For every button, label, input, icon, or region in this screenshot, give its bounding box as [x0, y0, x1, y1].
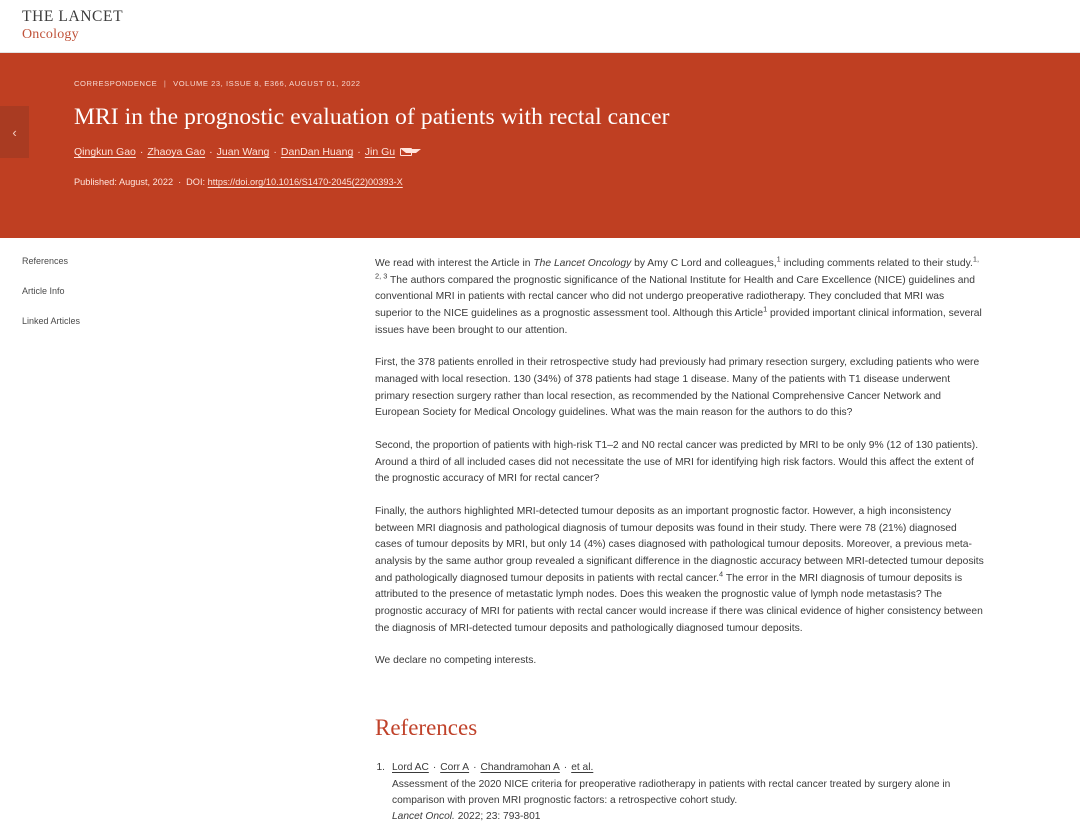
reference-author-separator: ·: [563, 762, 568, 774]
reference-body: [392, 760, 984, 825]
author-separator: ·: [139, 146, 144, 159]
author-link[interactable]: DanDan Huang: [280, 146, 354, 159]
article-paragraph: [375, 653, 984, 670]
reference-author-link[interactable]: Chandramohan A: [480, 762, 560, 774]
paragraph-text: Second, the proportion of patients with high-risk T1–2 and N0 rectal cancer was predicted by MRI to be only 9% (12 of 130 patients). Around a third of all included cases did not necessitate the use of MRI for identifying high risk factors. Would this affect the extent of the prognostic accuracy of MRI for rectal cancer?: [375, 440, 979, 485]
article-type-label: CORRESPONDENCE: [74, 79, 158, 88]
reference-author-separator: ·: [432, 762, 437, 774]
italic-text: The Lancet Oncology: [533, 258, 632, 269]
page-title: MRI in the prognostic evaluation of patients with rectal cancer: [74, 104, 670, 130]
hero-content: [0, 53, 760, 187]
brand-subtitle[interactable]: Oncology: [22, 27, 79, 42]
author-link[interactable]: Qingkun Gao: [74, 146, 136, 159]
doi-label: DOI:: [186, 177, 206, 188]
citation-superscript[interactable]: 1: [763, 304, 768, 314]
reference-citation-detail: 2022; 23: 793-801: [454, 811, 541, 823]
article-paragraph: [375, 355, 984, 422]
article-kicker: [74, 79, 760, 88]
reference-author-link[interactable]: Lord AC: [392, 762, 429, 774]
list-item: [375, 760, 984, 825]
paragraph-text: Finally, the authors highlighted MRI-detected tumour deposits as an important prognostic factor. However, a high inconsistency between MRI diagnosis and pathological diagnosis of tumour deposits was found in their study. There were 78 (21%) diagnosed cases of tumour deposits by MRI, but only 14 (4%) cases diagnosed with pathological tumour deposits. Moreover, a previous meta-analysis by the same author group revealed a significant difference in the diagnostic accuracy between MRI-detected tumour deposits and pathologically diagnosed tumour deposits in patients with rectal cancer.: [375, 506, 984, 584]
article-paragraph: [375, 256, 984, 339]
sidebar-item-article-info[interactable]: Article Info: [22, 286, 65, 296]
article-section-nav: [0, 256, 375, 826]
author-link[interactable]: Juan Wang: [216, 146, 270, 159]
paragraph-text: by Amy C Lord and colleagues,: [631, 258, 777, 269]
pubinfo-separator: ·: [178, 177, 182, 188]
publication-info: [74, 177, 760, 187]
paragraph-text: First, the 378 patients enrolled in their retrospective study had previously had primary resection surgery, excluding patients who were managed with local resection. 130 (34%) of 378 patients had stage 1 disease. Many of the patients with T1 disease underwent primary resection surgery rather than local resection, as recommended by the National Comprehensive Cancer Network and European Society for Medical Oncology guidelines. What was the main reason for the authors to do this?: [375, 357, 980, 419]
reference-citation: [392, 809, 984, 825]
doi-link[interactable]: https://doi.org/10.1016/S1470-2045(22)00393-X: [207, 177, 403, 188]
references-heading: References: [375, 715, 478, 741]
paragraph-text: We read with interest the Article in: [375, 258, 534, 269]
site-masthead: [0, 0, 1080, 53]
article-main-text: [375, 256, 1080, 826]
published-date-label: Published: August, 2022: [74, 177, 174, 188]
citation-superscript[interactable]: 1, 2, 3: [375, 254, 980, 281]
reference-author-separator: ·: [473, 762, 477, 774]
author-separator: ·: [209, 146, 213, 159]
paragraph-text: The error in the MRI diagnosis of tumour deposits is attributed to the presence of metastatic lymph nodes. Does this weaken the prognostic value of lymph node metastasis? The prognostic accuracy of MRI for patients with rectal cancer would increase if there was clinical evidence of higher consistency between the diagnosis of MRI-detected tumour deposits and pathologically diagnosed tumour deposits.: [375, 572, 983, 634]
citation-superscript[interactable]: 4: [719, 569, 724, 579]
author-link[interactable]: Jin Gu: [364, 146, 396, 159]
sidebar-item-references[interactable]: References: [22, 256, 69, 266]
author-separator: ·: [357, 146, 361, 159]
article-paragraph: [375, 438, 984, 488]
article-paragraph: [375, 504, 984, 637]
reference-author-link[interactable]: et al.: [571, 762, 594, 774]
author-list: [74, 146, 760, 158]
article-volume-issue-label: VOLUME 23, ISSUE 8, E366, AUGUST 01, 2022: [173, 79, 361, 88]
paragraph-text: The authors compared the prognostic significance of the National Institute for Health and Care Excellence (NICE) guidelines and conventional MRI in patients with rectal cancer who did not undergo preoperative radiotherapy. They concluded that MRI was superior to the NICE guidelines as a prognostic assessment tool. Although this Article: [375, 274, 975, 320]
article-hero-banner: [0, 53, 1080, 238]
email-icon[interactable]: [400, 148, 412, 156]
article-paragraphs: [375, 256, 984, 670]
paragraph-text: provided important clinical information, several issues have been brought to our attention.: [375, 308, 982, 336]
sidebar-collapse-chevron-left-icon[interactable]: ‹: [0, 106, 29, 158]
author-link[interactable]: Zhaoya Gao: [147, 146, 206, 159]
brand-title[interactable]: THE LANCET: [22, 8, 124, 25]
article-body-wrapper: [0, 238, 1080, 826]
reference-authors: [392, 760, 984, 776]
kicker-separator: |: [163, 79, 167, 88]
reference-author-link[interactable]: Corr A: [440, 762, 470, 774]
citation-superscript[interactable]: 1: [776, 254, 781, 264]
sidebar-item-linked-articles[interactable]: Linked Articles: [22, 316, 81, 326]
reference-source-journal: Lancet Oncol.: [392, 811, 455, 823]
paragraph-text: We declare no competing interests.: [375, 655, 537, 667]
author-separator: ·: [273, 146, 277, 159]
paragraph-text: including comments related to their study.: [780, 258, 973, 269]
reference-number: 1.: [376, 762, 385, 774]
reference-title[interactable]: Assessment of the 2020 NICE criteria for preoperative radiotherapy in patients with rectal cancer treated by surgery alone in comparison with proven MRI prognostic factors: a retrospective cohort study.: [392, 778, 951, 806]
